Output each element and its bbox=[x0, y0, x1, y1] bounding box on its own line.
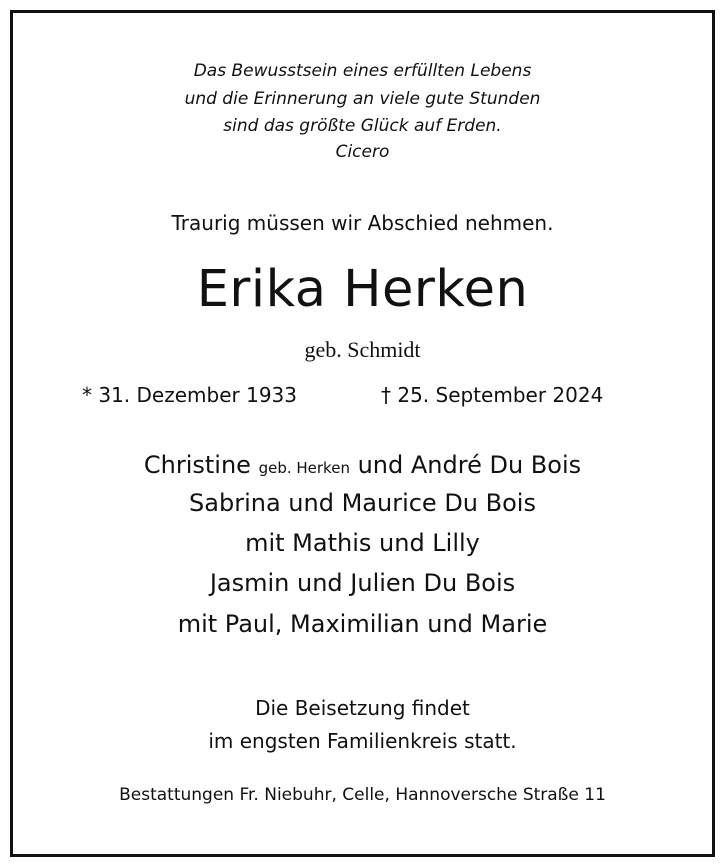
family-line-2: Sabrina und Maurice Du Bois bbox=[189, 489, 536, 517]
family-maiden-herken: geb. Herken bbox=[258, 459, 350, 477]
quote-line-2: und die Erinnerung an viele gute Stunden bbox=[184, 89, 541, 109]
deceased-name: Erika Herken bbox=[196, 260, 529, 319]
family-line-4: Jasmin und Julien Du Bois bbox=[209, 569, 516, 597]
quote-line-1: Das Bewusstsein eines erfüllten Lebens bbox=[193, 61, 532, 81]
lead-sentence: Traurig müssen wir Abschied nehmen. bbox=[171, 211, 554, 235]
family-name-christine: Christine bbox=[143, 451, 251, 479]
family-line-1 bbox=[0, 452, 725, 478]
maiden-name: geb. Schmidt bbox=[304, 337, 421, 362]
notice-line-1: Die Beisetzung findet bbox=[255, 696, 470, 720]
funeral-home-footer: Bestattungen Fr. Niebuhr, Celle, Hannoversche Straße 11 bbox=[119, 785, 606, 805]
notice-line-2: im engsten Familienkreis statt. bbox=[208, 729, 517, 753]
family-line-3: mit Mathis und Lilly bbox=[245, 529, 480, 557]
quote-line-3: sind das größte Glück auf Erden. bbox=[223, 116, 502, 136]
family-line-5: mit Paul, Maximilian und Marie bbox=[177, 610, 548, 638]
birth-date: * 31. Dezember 1933 bbox=[82, 383, 297, 407]
family-name-andre: und André Du Bois bbox=[357, 451, 582, 479]
quote-author: Cicero bbox=[335, 142, 390, 162]
death-date: † 25. September 2024 bbox=[381, 383, 604, 407]
